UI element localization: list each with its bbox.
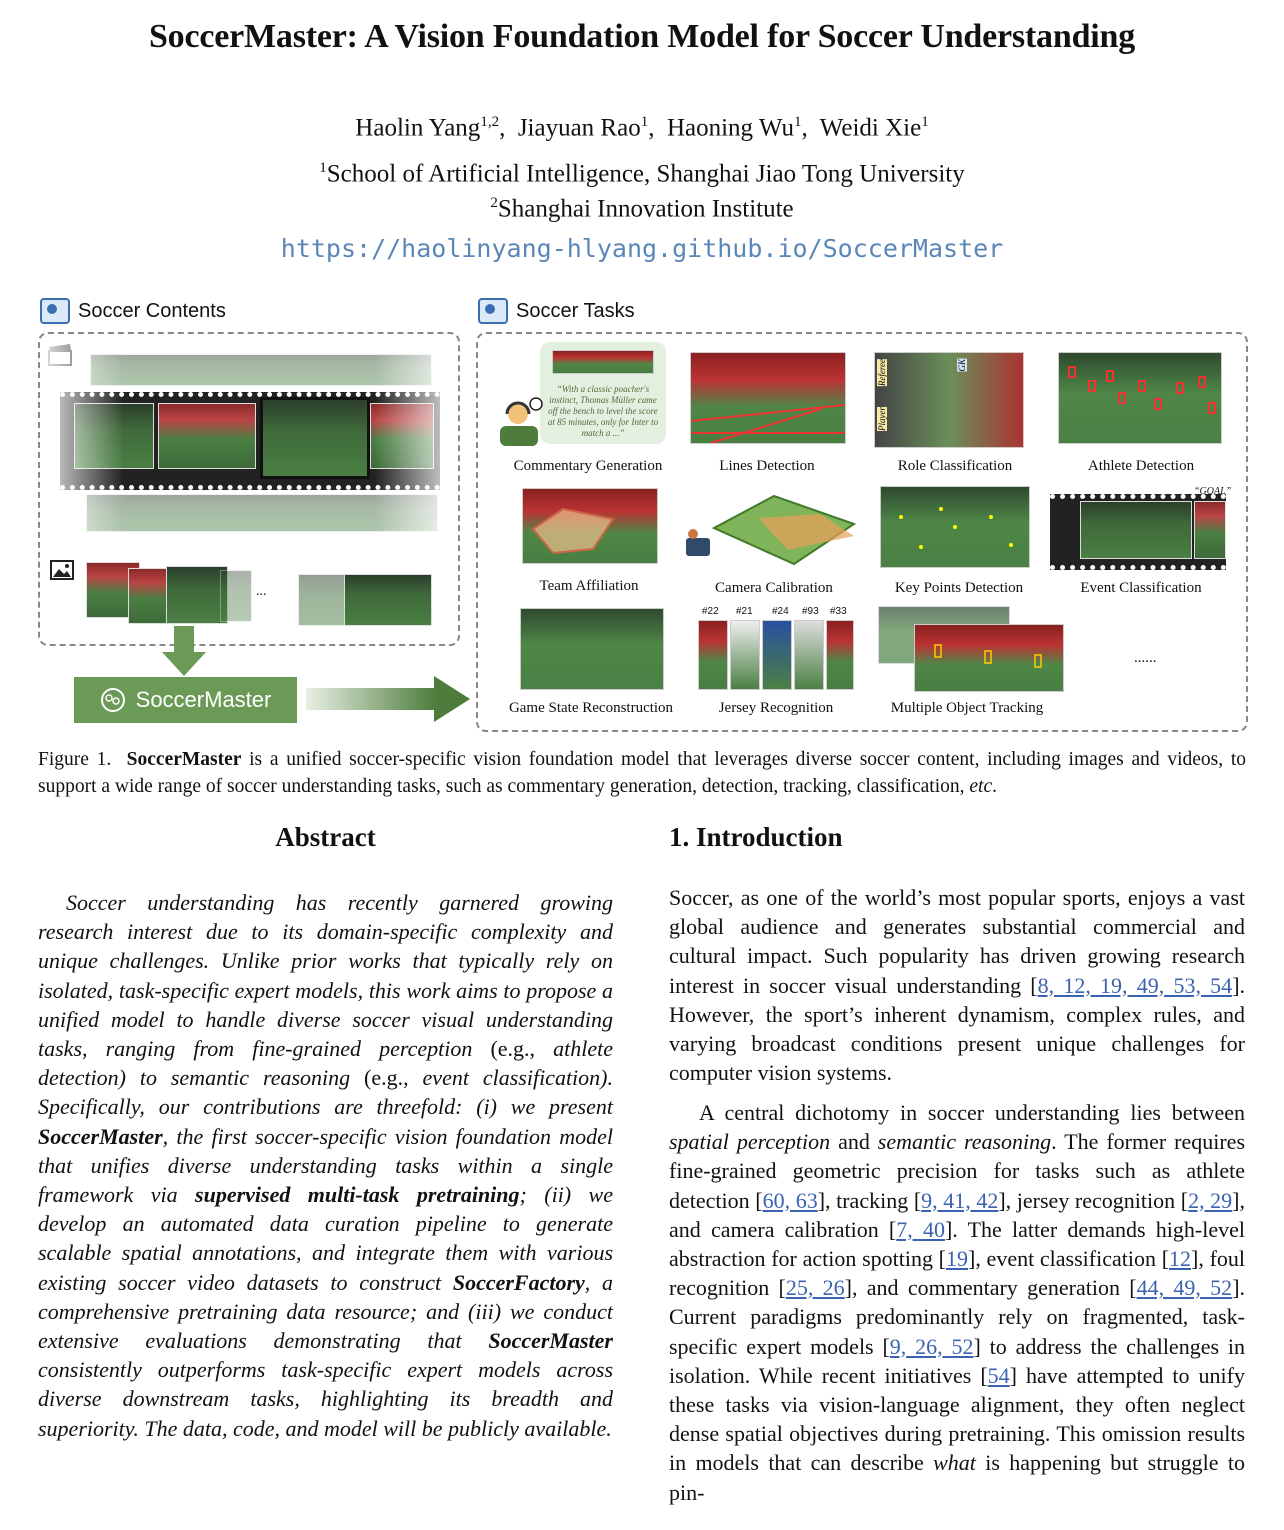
role-label: Referee — [877, 359, 887, 387]
soccer-contents-header: Soccer Contents — [40, 298, 226, 324]
figure-caption: Figure 1. SoccerMaster is a unified soccer-specific vision foundation model that leverages diverse soccer content, including images and videos, to support a wide range of soccer understanding tasks, such as commentary generation, detection, tracking, classification, etc. — [38, 749, 1246, 797]
goal-label: “GOAL” — [1194, 486, 1232, 497]
author: Haoning Wu — [666, 114, 794, 142]
citation-link[interactable]: 7, 40 — [896, 1216, 945, 1242]
abstract-body: Soccer understanding has recently garnered growing research interest due to its domain-specific complexity and unique challenges. Unlike prior works that typically rely on isolated, task-specific expert models, this work aims to propose a unified model to handle diverse soccer visual understanding tasks, ranging from fine-grained perception (e.g., athlete detection) to semantic reasoning (e.g., event classification). Specifically, our contributions are threefold: (i) we present SoccerMaster, the first soccer-specific vision foundation model that unifies diverse understanding tasks within a single framework via supervised multi-task pretraining; (ii) we develop an automated data curation pipeline to generate scalable spatial annotations, and integrate them with various existing soccer video datasets to construct SoccerFactory, a comprehensive pretraining data resource; and (iii) we conduct extensive evaluations demonstrating that SoccerMaster consistently outperforms task-specific expert models across diverse downstream tasks, highlighting its breadth and superiority. The data, code, and model will be publicly available. — [38, 890, 614, 1441]
author: Jiayuan Rao — [517, 114, 641, 142]
tracking-frame — [914, 624, 1064, 692]
commentator-icon — [494, 396, 544, 448]
task-label: Team Affiliation — [539, 578, 639, 594]
image-thumbnail — [344, 574, 432, 626]
abstract-heading: Abstract — [275, 822, 376, 852]
task-label: Role Classification — [897, 458, 1013, 474]
image-icon — [50, 560, 74, 580]
citation-link[interactable]: 19 — [946, 1246, 969, 1272]
image-thumbnail — [166, 566, 228, 624]
event-filmstrip — [1050, 494, 1226, 570]
citation-link[interactable]: 25, 26 — [785, 1275, 845, 1301]
task-label: Athlete Detection — [1087, 458, 1195, 474]
author-list: Haolin Yang$^{1,2}$, Jiayuan Rao$^1$, Haoning Wu$^1$, Weidi Xie$^1$ — [355, 114, 929, 142]
jersey-number: #93 — [802, 606, 819, 617]
task-label: Multiple Object Tracking — [890, 700, 1044, 716]
task-label: Lines Detection — [719, 458, 815, 474]
more-tasks-ellipsis: ...... — [1134, 650, 1157, 666]
soccermaster-model-box: SoccerMaster — [74, 677, 297, 723]
author-affiliation: 1,2 — [480, 114, 500, 130]
key-points-detection-image — [880, 486, 1030, 568]
jersey-number: #22 — [702, 606, 719, 617]
task-label: Key Points Detection — [894, 580, 1024, 596]
affiliation: $^2$Shanghai Innovation Institute — [490, 195, 794, 223]
role-classification-image — [874, 352, 1024, 448]
citation-link[interactable]: 9, 41, 42 — [921, 1187, 999, 1213]
right-arrow-icon — [306, 674, 472, 724]
brain-icon — [100, 687, 126, 713]
game-state-reconstruction-image — [520, 608, 664, 690]
citation-link[interactable]: 12 — [1169, 1246, 1192, 1272]
jersey-number: #33 — [830, 606, 847, 617]
task-label: Jersey Recognition — [718, 700, 834, 716]
author-affiliation: 1 — [793, 114, 802, 130]
commentary-quote: “With a classic poacher's instinct, Thomas Müller came off the bench to level the score at 85 minutes, only for Inter to match a ...” — [547, 384, 659, 438]
citation-link[interactable]: 8, 12, 19, 49, 53, 54 — [1037, 972, 1233, 998]
jersey-number: #24 — [772, 606, 789, 617]
author: Haolin Yang — [355, 114, 481, 142]
intro-paragraph: A central dichotomy in soccer understanding lies between spatial perception and semantic reasoning. The former requires fine-grained geometric precision for tasks such as athlete detection [60, 63], tracking [9, 41, 42], jersey recognition [2, 29], and camera calibration [7, 40]. The latter demands high-level abstraction for action spotting [19], event classification [12], foul recognition [25, 26], and commentary generation [44, 49, 52]. Current paradigms predominantly rely on fragmented, task-specific expert models [9, 26, 52] to address the challenges in isolation. While recent initiatives [54] have attempted to unify these tasks via vision-language alignment, they often neglect dense spatial objectives during pretraining. This omission results in models that can describe what is happening but struggle to pin- — [669, 1100, 1246, 1505]
author: Weidi Xie — [819, 114, 922, 142]
project-url-link[interactable]: https://haolinyang-hlyang.github.io/SoccerMaster — [280, 234, 1004, 263]
citation-link[interactable]: 44, 49, 52 — [1136, 1275, 1233, 1301]
soccer-tasks-header: Soccer Tasks — [478, 298, 635, 324]
soccer-contents-panel — [38, 332, 460, 646]
lines-detection-image — [690, 352, 846, 444]
ellipsis-text: ... — [256, 584, 267, 599]
soccer-tasks-panel — [476, 332, 1248, 732]
athlete-detection-image — [1058, 352, 1222, 444]
clipboard-icon — [478, 298, 508, 324]
introduction-heading: 1. Introduction — [669, 822, 843, 852]
camera-calibration-graphic — [684, 488, 856, 572]
author-affiliation: 1 — [640, 114, 649, 130]
author-affiliation: 1 — [921, 114, 929, 130]
affiliation: $^1$School of Artificial Intelligence, Shanghai Jiao Tong University — [319, 160, 965, 188]
image-thumbnail — [220, 570, 252, 622]
task-label: Commentary Generation — [513, 458, 663, 474]
soccer-field-icon — [40, 298, 70, 324]
citation-link[interactable]: 60, 63 — [762, 1187, 818, 1213]
task-label: Event Classification — [1080, 580, 1202, 596]
role-label: GK — [957, 359, 967, 372]
role-label: Player — [877, 407, 887, 431]
task-label: Game State Reconstruction — [508, 700, 674, 716]
task-image — [552, 350, 654, 374]
intro-paragraph: Soccer, as one of the world’s most popular sports, enjoys a vast global audience and generates substantial commercial and cultural impact. Such popularity has driven growing research interest in soccer visual understanding [8, 12, 19, 49, 53, 54]. However, the sport’s inherent dynamism, complex rules, and varying broadcast conditions present unique challenges for computer vision systems. — [669, 885, 1246, 1086]
citation-link[interactable]: 9, 26, 52 — [889, 1333, 974, 1359]
task-label: Camera Calibration — [715, 580, 833, 596]
paper-title: SoccerMaster: A Vision Foundation Model for Soccer Understanding — [148, 18, 1136, 55]
citation-link[interactable]: 54 — [987, 1362, 1010, 1388]
jersey-recognition-image — [696, 606, 850, 690]
citation-link[interactable]: 2, 29 — [1188, 1187, 1233, 1213]
team-affiliation-image — [522, 488, 658, 564]
down-arrow-icon — [160, 626, 208, 678]
jersey-number: #21 — [736, 606, 753, 617]
